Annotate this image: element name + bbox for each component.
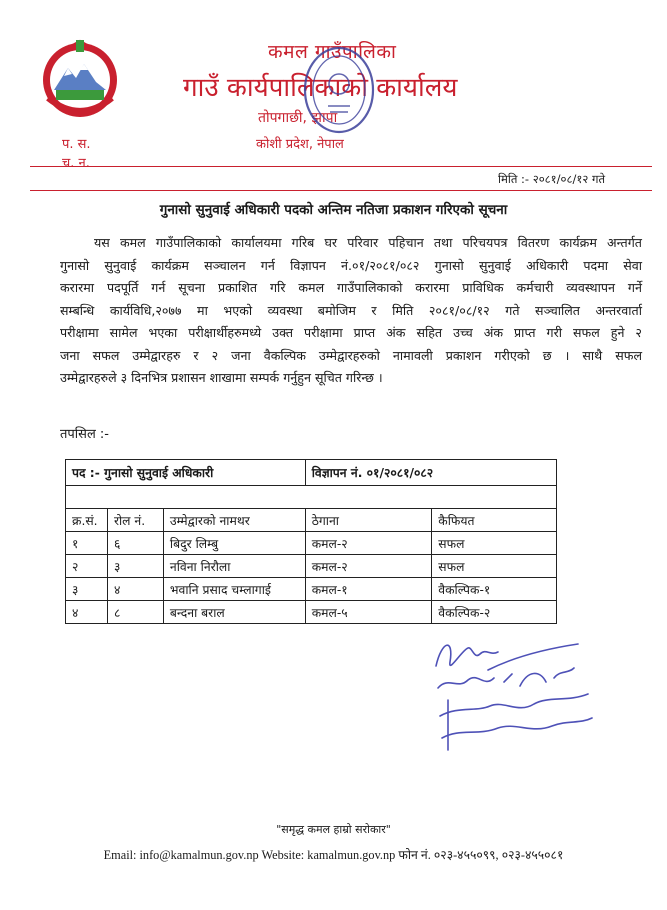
nepal-emblem-icon xyxy=(40,38,120,120)
notice-body xyxy=(60,232,642,390)
body-line: उम्मेद्वारहरुले ३ दिनभित्र प्रशासन शाखामा सम्पर्क गर्नुहुन सूचित गरिन्छ । xyxy=(60,370,383,385)
advertisement-number: विज्ञापन नं. ०१/२०८१/०८२ xyxy=(305,460,556,486)
column-header: ठेगाना xyxy=(305,509,432,532)
cell-remarks: वैकल्पिक-२ xyxy=(432,601,557,624)
column-header: उम्मेद्वारको नामथर xyxy=(163,509,305,532)
cell-name: नविना निरौला xyxy=(163,555,305,578)
post-row xyxy=(66,460,557,486)
cell-address: कमल-२ xyxy=(305,555,432,578)
body-line: जना सफल उम्मेद्वारहरु र २ जना वैकल्पिक उम्मेद्वारहरुको नामावली प्रकाशन गरीएको छ । साथै सफल xyxy=(60,347,642,363)
cell-serial: २ xyxy=(66,555,108,578)
cell-name: बन्दना बराल xyxy=(163,601,305,624)
table-row xyxy=(66,601,557,624)
cell-name: भवानि प्रसाद चम्लागाई xyxy=(163,578,305,601)
table-row xyxy=(66,578,557,601)
office-seal-stamp xyxy=(300,44,378,140)
ref-patra-sankhya: प. स. xyxy=(62,137,91,152)
cell-address: कमल-२ xyxy=(305,532,432,555)
results-table xyxy=(65,459,557,624)
notice-date: मिति :- २०८१/०८/१२ गते xyxy=(498,172,605,186)
post-label: पद :- गुनासो सुनुवाई अधिकारी xyxy=(66,460,306,486)
column-header: क्र.सं. xyxy=(66,509,108,532)
office-province: कोशी प्रदेश, नेपाल xyxy=(256,137,344,152)
date-divider xyxy=(30,190,652,191)
body-line: परीक्षामा सामेल भएका परीक्षार्थीहरुमध्ये उक्त परीक्षामा प्राप्त अंक सहित उच्च अंक प्राप्त गरी सफल हुने २ xyxy=(60,325,642,340)
notice-title: गुनासो सुनुवाई अधिकारी पदको अन्तिम नतिजा प्रकाशन गरिएको सूचना xyxy=(159,202,508,218)
cell-address: कमल-१ xyxy=(305,578,432,601)
table-header-row xyxy=(66,509,557,532)
table-row xyxy=(66,555,557,578)
cell-serial: ३ xyxy=(66,578,108,601)
municipality-slogan: "समृद्ध कमल हाम्रो सरोकार" xyxy=(276,823,391,836)
column-header: कैफियत xyxy=(432,509,557,532)
column-header: रोल नं. xyxy=(107,509,163,532)
cell-remarks: वैकल्पिक-१ xyxy=(432,578,557,601)
cell-address: कमल-५ xyxy=(305,601,432,624)
table-row xyxy=(66,532,557,555)
body-line: सम्बन्धि कार्यविधि,२०७७ मा भएको व्यवस्था बमोजिम र मिति २०८१/०८/१२ गते सञ्चालित अन्तरवार्ता xyxy=(60,302,642,318)
contact-footer: Email: info@kamalmun.gov.np Website: kamalmun.gov.np फोन नं. ०२३-४५५०९९, ०२३-४५५०८१ xyxy=(103,848,564,862)
body-line: गुनासो सुनुवाई कार्यक्रम सञ्चालन गर्न विज्ञापन नं.०१/२०८१/०८२ गुनासो सुनुवाई अधिकारी पदमा सेवा xyxy=(60,257,642,273)
body-line: यस कमल गाउँपालिकाको कार्यालयमा गरिब घर परिवार पहिचान तथा परिचयपत्र वितरण कार्यक्रम अन्तर्गत xyxy=(94,235,642,250)
header-divider xyxy=(30,166,652,167)
cell-roll: ६ xyxy=(107,532,163,555)
cell-roll: ८ xyxy=(107,601,163,624)
cell-roll: ४ xyxy=(107,578,163,601)
ref-chalani-number: च. न. xyxy=(62,156,90,171)
cell-serial: ४ xyxy=(66,601,108,624)
body-line: करारमा पदपूर्ति गर्न सूचना प्रकाशित गरि कमल गाउँपालिकाको करारमा प्राविधिक कर्मचारी व्यवस्थापन गर्ने xyxy=(60,280,642,295)
handwritten-signature xyxy=(428,630,598,760)
spacer-row xyxy=(66,486,557,509)
details-label: तपसिल :- xyxy=(60,427,109,442)
cell-name: बिदुर लिम्बु xyxy=(163,532,305,555)
cell-serial: १ xyxy=(66,532,108,555)
office-name: गाउँ कार्यपालिकाको कार्यालय xyxy=(183,73,458,103)
office-location: तोपगाछी, झापा xyxy=(258,110,338,126)
cell-remarks: सफल xyxy=(432,532,557,555)
cell-remarks: सफल xyxy=(432,555,557,578)
municipality-name: कमल गाउँपालिका xyxy=(268,41,397,63)
cell-roll: ३ xyxy=(107,555,163,578)
